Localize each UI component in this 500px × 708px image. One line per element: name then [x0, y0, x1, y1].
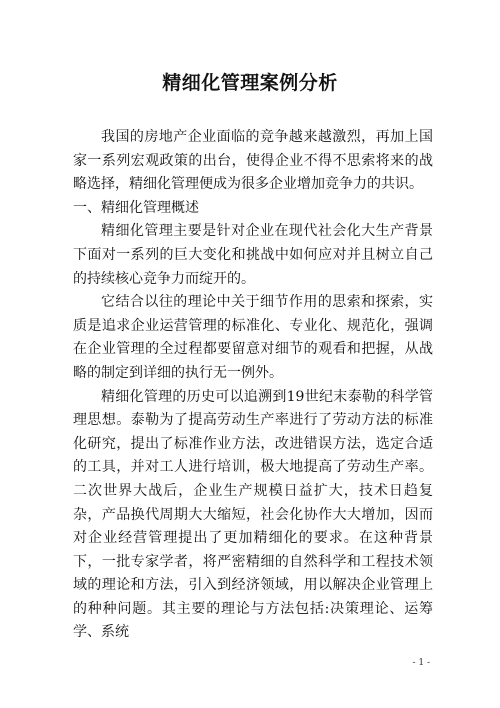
document-title: 精细化管理案例分析 [162, 72, 338, 94]
paragraph-intro: 我国的房地产企业面临的竞争越来越激烈，再加上国家一系列宏观政策的出台，使得企业不得不思索将来的战略选择，精细化管理便成为很多企业增加竞争力的共识。 [73, 129, 433, 193]
section-heading: 一、精细化管理概述 [73, 199, 199, 216]
paragraph-overview: 精细化管理主要是针对企业在现代社会化大生产背景下面对一系列的巨大变化和挑战中如何应对并且树立自己的持续核心竞争力而绽开的。 [73, 223, 433, 287]
paragraph-history: 精细化管理的历史可以追溯到19世纪末泰勒的科学管理思想。泰勒为了提高劳动生产率进行了劳动方法的标准化研究，提出了标准作业方法，改进错误方法，选定合适的工具，并对工人进行培训，极大地提高了劳动生产率。二次世界大战后，企业生产规模日益扩大，技术日趋复杂，产品换代周期大大缩短，社会化协作大大增加，因而对企业经营管理提出了更加精细化的要求。在这种背景下，一批专家学者，将严密精细的自然科学和工程技术领域的理论和方法，引入到经济领域，用以解决企业管理上的种种问题。其主要的理论与方法包括:决策理论、运筹学、系统 [73, 388, 433, 641]
paragraph-essence: 它结合以往的理论中关于细节作用的思索和探索，实质是追求企业运营管理的标准化、专业化、规范化，强调在企业管理的全过程都要留意对细节的观看和把握，从战略的制定到详细的执行无一例外。 [73, 294, 433, 381]
document-body [73, 126, 433, 645]
page-number: - 1 - [412, 658, 430, 668]
